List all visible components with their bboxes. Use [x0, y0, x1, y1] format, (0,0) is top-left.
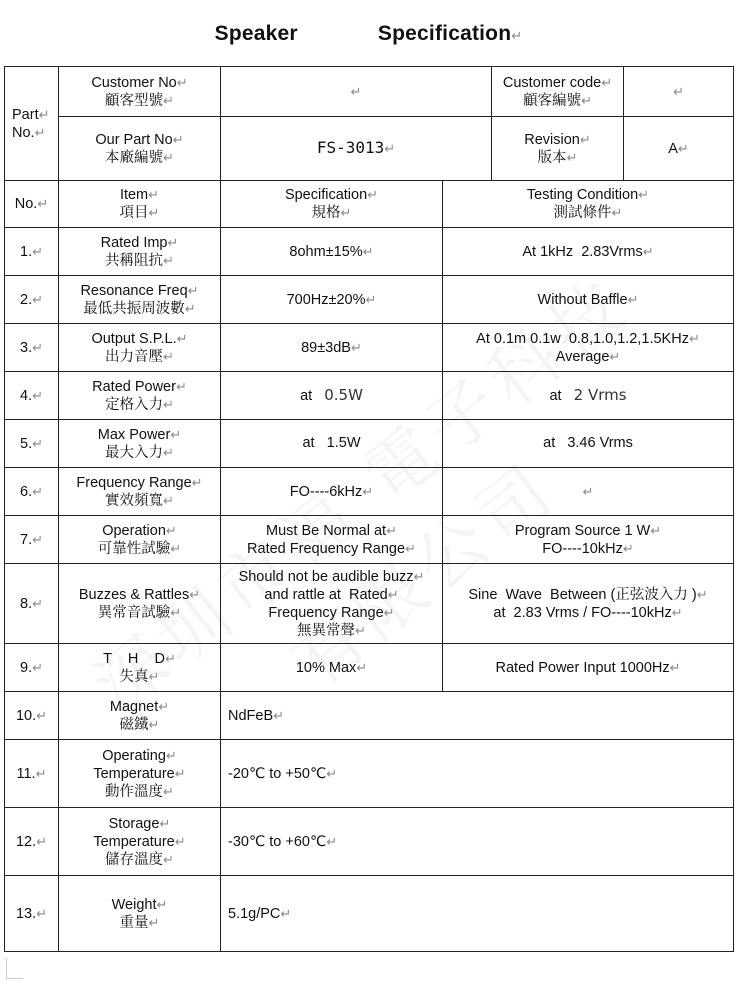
col-spec-header-text: 規格 — [311, 205, 341, 221]
row-no-text: 3. — [20, 339, 33, 356]
col-test-header: Testing Condition↵ 測試條件↵ — [443, 181, 734, 228]
row-item: Magnet↵ 磁鐵↵ — [59, 692, 221, 740]
part-no-label-text: No. — [12, 124, 35, 141]
page-title: Speaker Specification↵ — [214, 22, 523, 45]
row-item-text: Operation — [102, 522, 166, 539]
row-item-text: Frequency Range — [76, 474, 192, 491]
row-spec: NdFeB↵ — [221, 692, 734, 740]
header-row-customer — [5, 67, 734, 117]
row-no: 1.↵ — [5, 228, 59, 276]
row-no-text: 2. — [20, 291, 33, 308]
col-no-header: No.↵ — [5, 181, 59, 228]
table-row — [5, 516, 734, 564]
row-spec-text: 無異常聲 — [297, 622, 356, 639]
row-test-text: at 2.83 Vrms / FO----10kHz — [493, 604, 672, 621]
row-no-text: 9. — [20, 659, 33, 676]
customer-no-value: ↵ — [221, 67, 492, 117]
row-no-text: 8. — [20, 595, 33, 612]
row-test-text: At 0.1m 0.1w 0.8,1.0,1.2,1.5KHz — [476, 330, 689, 347]
col-no-header-text: No. — [14, 196, 38, 212]
row-test-text: Average — [555, 348, 610, 365]
row-test: At 1kHz 2.83Vrms↵ — [443, 228, 734, 276]
row-test: At 0.1m 0.1w 0.8,1.0,1.2,1.5KHz↵ Average↵ — [443, 324, 734, 372]
row-item-text: 磁鐵 — [119, 716, 149, 733]
row-spec — [221, 420, 443, 468]
row-spec-text: Rated Frequency Range — [247, 540, 406, 557]
row-no: 5.↵ — [5, 420, 59, 468]
row-spec — [221, 372, 443, 420]
row-no: 10.↵ — [5, 692, 59, 740]
row-no-text: 13. — [15, 905, 37, 922]
title-text: Speaker Specification — [214, 22, 512, 45]
row-test: ↵ — [443, 468, 734, 516]
row-spec: 89±3dB↵ — [221, 324, 443, 372]
row-no-text: 11. — [16, 765, 36, 782]
row-test: Without Baffle↵ — [443, 276, 734, 324]
row-test-text: Program Source 1 W — [514, 522, 651, 539]
row-test-text: FO----10kHz — [542, 540, 623, 557]
col-item-header: Item↵ 項目↵ — [59, 181, 221, 228]
our-part-no-label-text: 本廠編號 — [105, 149, 164, 166]
row-item: Frequency Range↵ 實效頻寬↵ — [59, 468, 221, 516]
row-item-text: 出力音壓 — [105, 348, 164, 365]
row-test-value: 3.46 Vrms — [567, 435, 633, 451]
revision-value-text: A — [668, 140, 678, 157]
row-no: 6.↵ — [5, 468, 59, 516]
col-test-header-text: Testing Condition — [526, 187, 639, 203]
part-no-label-text: Part — [12, 106, 39, 123]
row-spec-text: FO----6kHz — [289, 483, 363, 500]
row-spec: -20℃ to +50℃↵ — [221, 740, 734, 808]
row-item-text: 動作溫度 — [105, 783, 164, 800]
row-no: 12.↵ — [5, 808, 59, 876]
table-row — [5, 420, 734, 468]
row-item-text: Temperature — [93, 833, 175, 850]
row-item-text: T H D — [103, 650, 165, 667]
revision-label-text: 版本 — [537, 149, 567, 166]
row-item-text: 重量 — [119, 914, 149, 931]
row-item-text: Storage — [108, 815, 160, 832]
row-no-text: 5. — [20, 435, 33, 452]
row-spec-text: 89±3dB — [301, 339, 351, 356]
row-test — [443, 372, 734, 420]
customer-code-label-text: 顧客編號 — [523, 92, 582, 109]
row-no-text: 6. — [20, 483, 33, 500]
customer-no-label-text: 顧客型號 — [105, 92, 164, 109]
row-test-text: Without Baffle — [537, 291, 628, 308]
row-no-text: 12. — [15, 833, 37, 850]
row-test-prefix: at — [543, 435, 556, 451]
row-item-text: 失真 — [119, 668, 149, 685]
specification-table — [4, 66, 734, 952]
row-spec-text: 10% Max — [295, 659, 357, 676]
row-spec: -30℃ to +60℃↵ — [221, 808, 734, 876]
table-row — [5, 740, 734, 808]
row-item: Max Power↵ 最大入力↵ — [59, 420, 221, 468]
row-item: Buzzes & Rattles↵ 異常音試驗↵ — [59, 564, 221, 644]
row-no: 7.↵ — [5, 516, 59, 564]
row-item: Storage↵ Temperature↵ 儲存溫度↵ — [59, 808, 221, 876]
row-item: Operation↵ 可靠性試驗↵ — [59, 516, 221, 564]
row-test-value: 2 Vrms — [573, 385, 627, 404]
row-test-text: Sine Wave Between (正弦波入力 ) — [468, 586, 697, 603]
col-spec-header: Specification↵ 規格↵ — [221, 181, 443, 228]
row-item-text: 最低共振周波數 — [83, 300, 185, 317]
row-spec: Should not be audible buzz↵ and rattle at Rated↵ Frequency Range↵ 無異常聲↵ — [221, 564, 443, 644]
row-spec-text: Frequency Range — [268, 604, 384, 621]
row-item-text: 最大入力 — [105, 444, 164, 461]
table-row — [5, 692, 734, 740]
row-item-text: Temperature — [93, 765, 175, 782]
row-item-text: Max Power — [97, 426, 171, 443]
row-test-text: Rated Power Input 1000Hz — [495, 659, 670, 676]
row-no-text: 4. — [20, 387, 33, 404]
row-spec-text: 700Hz±20% — [286, 291, 366, 308]
part-no-label: Part↵ No.↵ — [5, 67, 59, 181]
header-row-part — [5, 117, 734, 181]
row-no-text: 10. — [15, 707, 37, 724]
row-item-text: 實效頻寬 — [105, 492, 164, 509]
row-no: 2.↵ — [5, 276, 59, 324]
row-item-text: Resonance Freq — [80, 282, 188, 299]
row-item-text: Rated Power — [92, 378, 176, 395]
our-part-no-label-text: Our Part No — [95, 131, 173, 148]
row-spec-value: 0.5W — [324, 385, 363, 404]
row-no: 3.↵ — [5, 324, 59, 372]
row-no: 13.↵ — [5, 876, 59, 952]
row-no-text: 7. — [20, 531, 33, 548]
row-spec-text: Should not be audible buzz — [238, 568, 414, 585]
table-row — [5, 876, 734, 952]
row-spec-text: 8ohm±15% — [289, 243, 363, 260]
table-row — [5, 468, 734, 516]
row-item-text: Buzzes & Rattles — [78, 586, 190, 603]
table-row — [5, 808, 734, 876]
table-row — [5, 276, 734, 324]
row-spec: Must Be Normal at↵ Rated Frequency Range↵ — [221, 516, 443, 564]
row-spec-text: NdFeB — [228, 707, 274, 724]
customer-no-label-text: Customer No — [91, 74, 177, 91]
row-spec: 5.1g/PC↵ — [221, 876, 734, 952]
row-no-text: 1. — [20, 243, 33, 260]
row-spec-text: and rattle at Rated — [264, 586, 388, 603]
row-test-prefix: at — [549, 387, 562, 404]
customer-code-value: ↵ — [624, 67, 734, 117]
customer-no-label: Customer No↵ 顧客型號↵ — [59, 67, 221, 117]
row-item: Weight↵ 重量↵ — [59, 876, 221, 952]
column-header-row — [5, 181, 734, 228]
row-spec-prefix: at — [300, 387, 313, 404]
row-item: Output S.P.L.↵ 出力音壓↵ — [59, 324, 221, 372]
row-test: Rated Power Input 1000Hz↵ — [443, 644, 734, 692]
row-spec-text: -30℃ to +60℃ — [228, 833, 327, 850]
row-spec-prefix: at — [302, 435, 315, 451]
row-no: 4.↵ — [5, 372, 59, 420]
row-no: 9.↵ — [5, 644, 59, 692]
corner-mark — [6, 958, 23, 979]
row-item: Operating↵ Temperature↵ 動作溫度↵ — [59, 740, 221, 808]
row-spec: 700Hz±20%↵ — [221, 276, 443, 324]
table-row — [5, 324, 734, 372]
col-item-header-text: 項目 — [119, 205, 149, 221]
col-test-header-text: 測試條件 — [553, 205, 612, 221]
row-item: Rated Imp↵ 共稱阻抗↵ — [59, 228, 221, 276]
row-item-text: Weight — [111, 896, 157, 913]
row-spec: FO----6kHz↵ — [221, 468, 443, 516]
row-item-text: Operating — [102, 747, 166, 764]
revision-label: Revision↵ 版本↵ — [492, 117, 624, 181]
row-item-text: Magnet — [109, 698, 159, 715]
row-no: 11.↵ — [5, 740, 59, 808]
col-item-header-text: Item — [119, 187, 149, 203]
row-item: Resonance Freq↵ 最低共振周波數↵ — [59, 276, 221, 324]
table-row — [5, 564, 734, 644]
row-item-text: 共稱阻抗 — [105, 252, 164, 269]
row-spec-value: 1.5W — [326, 435, 361, 451]
table-row — [5, 644, 734, 692]
row-item: Rated Power↵ 定格入力↵ — [59, 372, 221, 420]
row-item: T H D↵ 失真↵ — [59, 644, 221, 692]
row-item-text: Rated Imp — [100, 234, 168, 251]
table-row — [5, 372, 734, 420]
customer-code-label: Customer code↵ 顧客編號↵ — [492, 67, 624, 117]
row-item-text: 定格入力 — [105, 396, 164, 413]
revision-value: A↵ — [624, 117, 734, 181]
our-part-no-label: Our Part No↵ 本廠編號↵ — [59, 117, 221, 181]
row-test: Program Source 1 W↵ FO----10kHz↵ — [443, 516, 734, 564]
table-row — [5, 228, 734, 276]
row-spec-text: Must Be Normal at — [266, 522, 387, 539]
our-part-no-value: FS-3013↵ — [221, 117, 492, 181]
row-item-text: Output S.P.L. — [91, 330, 177, 347]
our-part-no-value-text: FS-3013 — [316, 138, 385, 157]
row-test: Sine Wave Between (正弦波入力 )↵ at 2.83 Vrms / FO----10kHz↵ — [443, 564, 734, 644]
row-test-text: At 1kHz 2.83Vrms — [522, 243, 643, 260]
row-spec-text: -20℃ to +50℃ — [228, 765, 327, 782]
row-item-text: 異常音試驗 — [97, 604, 171, 621]
customer-code-label-text: Customer code — [502, 74, 602, 91]
row-spec: 8ohm±15%↵ — [221, 228, 443, 276]
col-spec-header-text: Specification — [284, 187, 368, 203]
row-spec: 10% Max↵ — [221, 644, 443, 692]
row-test — [443, 420, 734, 468]
row-no: 8.↵ — [5, 564, 59, 644]
row-item-text: 儲存溫度 — [105, 851, 164, 868]
row-spec-text: 5.1g/PC — [228, 905, 281, 922]
row-item-text: 可靠性試驗 — [97, 540, 171, 557]
revision-label-text: Revision — [524, 131, 580, 148]
